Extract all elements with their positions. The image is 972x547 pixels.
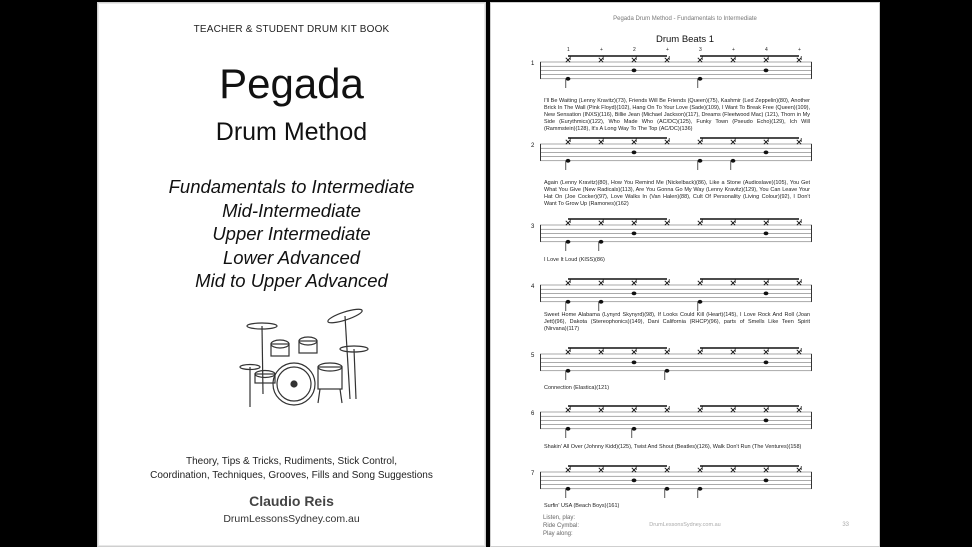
hihat-note bbox=[698, 56, 702, 62]
hihat-note bbox=[698, 406, 702, 412]
book-subtitle: Drum Method bbox=[215, 118, 368, 146]
hihat-note bbox=[665, 138, 669, 144]
hihat-note bbox=[731, 406, 735, 412]
beat-number: 6 bbox=[531, 411, 535, 417]
hihat-note bbox=[599, 138, 603, 144]
hihat-note bbox=[599, 406, 603, 412]
hihat-note bbox=[698, 279, 702, 285]
drum-notation-staff bbox=[540, 346, 812, 382]
hihat-note bbox=[764, 466, 768, 472]
snare-note bbox=[764, 232, 769, 236]
snare-note bbox=[764, 151, 769, 155]
running-header: Pegada Drum Method - Fundamentals to Intermediate bbox=[613, 16, 757, 22]
author-name: Claudio Reis bbox=[249, 493, 334, 509]
hihat-note bbox=[632, 279, 636, 285]
hihat-note bbox=[599, 466, 603, 472]
hihat-note bbox=[599, 56, 603, 62]
topics-line: Coordination, Techniques, Grooves, Fills and Song Suggestions bbox=[150, 470, 433, 481]
hihat-note bbox=[632, 219, 636, 225]
song-suggestions: Shakin' All Over (Johnny Kidd)(125), Twist And Shout (Beatles)(126), Walk Don't Run (The Ventures)(158) bbox=[544, 444, 802, 450]
beat-number: 4 bbox=[531, 284, 535, 290]
topics-line: Theory, Tips & Tricks, Rudiments, Stick Control, bbox=[186, 456, 397, 467]
hihat-note bbox=[698, 219, 702, 225]
snare-note bbox=[632, 361, 637, 365]
levels-list bbox=[98, 175, 485, 293]
hihat-note bbox=[797, 406, 801, 412]
hihat-note bbox=[797, 348, 801, 354]
snare-note bbox=[764, 69, 769, 73]
kick-note bbox=[599, 300, 604, 304]
kick-note bbox=[566, 240, 571, 244]
kick-note bbox=[566, 487, 571, 491]
snare-note bbox=[764, 361, 769, 365]
level-item: Mid-Intermediate bbox=[222, 199, 361, 221]
hihat-note bbox=[632, 466, 636, 472]
level-item: Lower Advanced bbox=[222, 246, 361, 268]
kick-note bbox=[566, 159, 571, 163]
count-label: + bbox=[732, 47, 735, 53]
hihat-note bbox=[566, 348, 570, 354]
drum-notation-staff bbox=[540, 404, 812, 440]
footer-line: Listen, play: bbox=[543, 515, 576, 521]
page-title: Drum Beats 1 bbox=[655, 34, 715, 45]
hihat-note bbox=[566, 466, 570, 472]
kick-note bbox=[665, 369, 670, 373]
count-label: + bbox=[600, 47, 603, 53]
song-suggestions: Again (Lenny Kravitz)(80), How You Remind Me (Nickelback)(86), Like a Stone (Audioslave)(105), You Get What You Give (New Radicals)(113), Are You Gonna Go My Way (Lenny Kravitz)(129), You Can Leave Your Hat On (Joe Cocker)(97), Love Walks In (Van Halen)(88), Cult Of Personality (Living Colour)(92), I Don't Want To Grow Up (Ramones)(162) bbox=[544, 180, 810, 207]
hihat-note bbox=[566, 56, 570, 62]
count-label: 1 bbox=[567, 47, 570, 53]
hihat-note bbox=[797, 279, 801, 285]
hihat-note bbox=[599, 279, 603, 285]
hihat-note bbox=[698, 466, 702, 472]
kick-note bbox=[731, 159, 736, 163]
hihat-note bbox=[764, 219, 768, 225]
footer-website: DrumLessonsSydney.com.au bbox=[649, 522, 721, 528]
level-item: Mid to Upper Advanced bbox=[195, 270, 388, 291]
topics-text bbox=[98, 455, 485, 483]
hihat-note bbox=[665, 56, 669, 62]
snare-note bbox=[764, 292, 769, 296]
hihat-note bbox=[731, 348, 735, 354]
website-label: DrumLessonsSydney.com.au bbox=[223, 513, 360, 525]
hihat-note bbox=[566, 138, 570, 144]
hihat-note bbox=[566, 219, 570, 225]
count-label: 3 bbox=[699, 47, 702, 53]
hihat-note bbox=[764, 406, 768, 412]
hihat-note bbox=[665, 466, 669, 472]
hihat-note bbox=[797, 219, 801, 225]
hihat-note bbox=[599, 219, 603, 225]
kick-note bbox=[698, 77, 703, 81]
drum-notation-staff bbox=[540, 54, 812, 90]
kick-note bbox=[698, 487, 703, 491]
drum-kit-icon bbox=[239, 301, 369, 411]
level-item: Fundamentals to Intermediate bbox=[168, 176, 415, 197]
kick-note bbox=[698, 300, 703, 304]
count-label: + bbox=[666, 47, 669, 53]
kick-note bbox=[665, 487, 670, 491]
beat-number: 7 bbox=[531, 471, 535, 477]
hihat-note bbox=[632, 406, 636, 412]
snare-note bbox=[632, 69, 637, 73]
page-number: 33 bbox=[842, 522, 849, 528]
drum-notation-staff bbox=[540, 136, 812, 172]
song-suggestions: I'll Be Waiting (Lenny Kravitz)(73), Friends Will Be Friends (Queen)(75), Kashmir (Led Zeppelin)(80), Another Brick In The Wall (Pink Floyd)(102), Hang On To Your Love (Sade)(109), I Want To Break Free (Queen)(109), New Sensation (INXS)(116), Billie Jean (Michael Jackson)(117), Dreams (Fleetwood Mac) (121), Thorn in My Side (Eurythmics)(122), Who Made Who (AC/DC)(125), Funky Town (Pseudo Echo)(129), Ich Will (Rammstein)(128), It's A Long Way To The Top (AC/DC)(136) bbox=[544, 98, 810, 132]
kick-note bbox=[566, 300, 571, 304]
kick-note bbox=[632, 427, 637, 431]
song-suggestions: Connection (Elastica)(121) bbox=[544, 385, 610, 391]
practice-footer bbox=[543, 514, 579, 538]
hihat-note bbox=[665, 348, 669, 354]
song-suggestions: I Love It Loud (KISS)(86) bbox=[544, 257, 605, 263]
snare-note bbox=[632, 292, 637, 296]
hihat-note bbox=[764, 348, 768, 354]
song-suggestions: Surfin' USA (Beach Boys)(161) bbox=[544, 503, 620, 509]
hihat-note bbox=[731, 219, 735, 225]
kick-note bbox=[566, 427, 571, 431]
beat-number: 3 bbox=[531, 224, 535, 230]
series-label: TEACHER & STUDENT DRUM KIT BOOK bbox=[193, 24, 390, 35]
snare-note bbox=[764, 419, 769, 423]
hihat-note bbox=[764, 279, 768, 285]
snare-note bbox=[632, 479, 637, 483]
kick-note bbox=[566, 77, 571, 81]
song-suggestions: Sweet Home Alabama (Lynyrd Skynyrd)(98), If Looks Could Kill (Heart)(145), I Love Rock And Roll (Joan Jett)(96), Dakota (Stereophonics)(149), Dani California (RHCP)(96), parts of Smells Like Teen Spirit (Nirvana)(117) bbox=[544, 312, 810, 332]
hihat-note bbox=[731, 279, 735, 285]
footer-line: Play along: bbox=[543, 531, 573, 537]
beat-number: 1 bbox=[531, 61, 535, 67]
hihat-note bbox=[566, 406, 570, 412]
level-item: Upper Intermediate bbox=[212, 223, 371, 244]
hihat-note bbox=[599, 348, 603, 354]
footer-line: Ride Cymbal: bbox=[543, 523, 580, 529]
hihat-note bbox=[698, 138, 702, 144]
kick-note bbox=[698, 159, 703, 163]
count-label: 2 bbox=[633, 47, 636, 53]
hihat-note bbox=[566, 279, 570, 285]
hihat-note bbox=[632, 138, 636, 144]
snare-note bbox=[632, 232, 637, 236]
hihat-note bbox=[665, 406, 669, 412]
hihat-note bbox=[797, 56, 801, 62]
book-cover-page bbox=[97, 2, 486, 547]
hihat-note bbox=[797, 466, 801, 472]
beat-number: 5 bbox=[531, 353, 535, 359]
hihat-note bbox=[764, 138, 768, 144]
hihat-note bbox=[632, 56, 636, 62]
hihat-note bbox=[632, 348, 636, 354]
hihat-note bbox=[731, 56, 735, 62]
drum-notation-staff bbox=[540, 277, 812, 313]
count-label: 4 bbox=[765, 47, 768, 53]
hihat-note bbox=[698, 348, 702, 354]
hihat-note bbox=[665, 279, 669, 285]
beat-number: 2 bbox=[531, 143, 535, 149]
kick-note bbox=[566, 369, 571, 373]
drum-notation-staff bbox=[540, 464, 812, 500]
snare-note bbox=[632, 151, 637, 155]
hihat-note bbox=[764, 56, 768, 62]
hihat-note bbox=[665, 219, 669, 225]
hihat-note bbox=[731, 466, 735, 472]
hihat-note bbox=[731, 138, 735, 144]
snare-note bbox=[764, 479, 769, 483]
hihat-note bbox=[797, 138, 801, 144]
book-title: Pegada bbox=[219, 60, 364, 107]
count-label: + bbox=[798, 47, 801, 53]
kick-note bbox=[599, 240, 604, 244]
drum-notation-staff bbox=[540, 217, 812, 253]
